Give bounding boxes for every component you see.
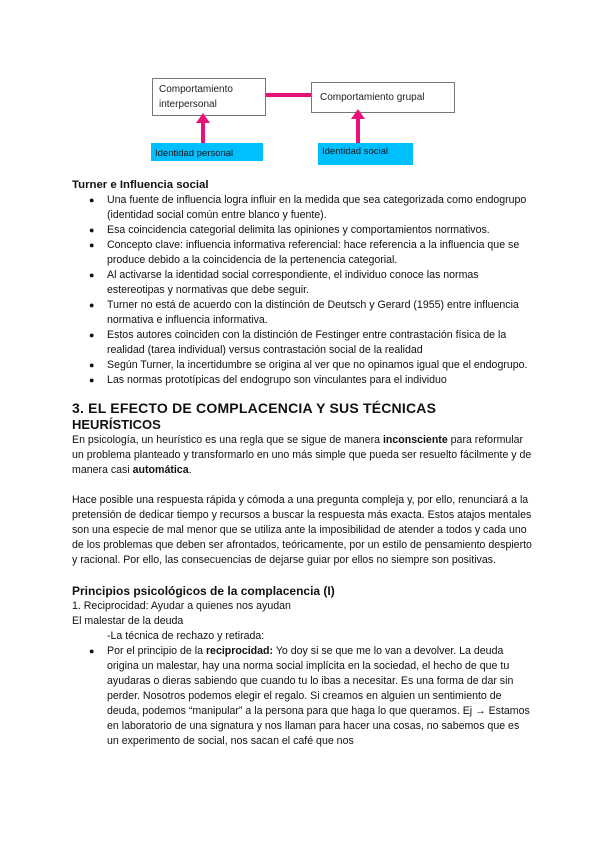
box-interpersonal [152, 78, 266, 116]
turner-heading: Turner e Influencia social [72, 179, 209, 191]
arrow-up-right [356, 118, 360, 145]
heuristics-paragraph-2: Hace posible una respuesta rápida y cómoda a una pregunta compleja y, por ello, renunciará a la pretensión de dedicar tiempo y recursos a buscar la respuesta más exacta. Estos atajos mentales son una especie de mal menor que se utiliza ante la imposibilidad de atender a todos y cada uno de los problemas que deben ser afrontados, teóricamente, por un estilo de pensamiento despierto y racional. Por ello, las consecuencias de dejarse guiar por ellos no siempre son positivas. [72, 494, 532, 566]
principles-line: -La técnica de rechazo y retirada: [107, 630, 265, 642]
text-run: En psicología, un heurístico es una regla que se sigue de manera [72, 434, 383, 446]
list-item [72, 644, 532, 749]
bold-term: automática [132, 464, 189, 476]
list-item: ● Turner no está de acuerdo con la distinción de Deutsch y Gerard (1955) entre influencia normativa e influencia informativa. [72, 298, 532, 328]
list-item: ● Una fuente de influencia logra influir en la medida que sea categorizada como endogrupo (identidad social común entre blanco y fuente). [72, 193, 532, 223]
arrow-up-left [201, 122, 205, 145]
connector-line [266, 93, 311, 97]
bold-term: inconsciente [382, 434, 448, 446]
principles-bullet-list [72, 644, 532, 749]
bold-term: reciprocidad: [205, 645, 274, 657]
list-item: ● Concepto clave: influencia informativa referencial: hace referencia a la influencia que se produce debido a la coincidencia de la pertenencia categorial. [72, 238, 532, 268]
list-item: ● Según Turner, la incertidumbre se origina al ver que no opinamos igual que el endogrupo. [72, 358, 532, 373]
influence-diagram [0, 0, 600, 175]
text-run: Yo doy si se que me lo van a devolver. La deuda origina un malestar, hay una norma social implícita en la sociedad, el hecho de que tu ayudaras o dieras sabiendo que cuando tu lo ibas a necesitar. Es una forma de dar sin perder. Nosotros podemos elegir el regalo. Si creamos en alguien un sentimiento de deuda, podemos “manipular” a la persona para que haga lo que queramos. Ej → Estamos en laboratorio de una signatura y nos llaman para hacer una cosas, no sabemos que es un experimento de social, nos sacan el café que nos [107, 645, 530, 747]
turner-bullet-list [72, 193, 532, 388]
label-identidad-personal: Identidad personal [151, 143, 263, 161]
list-item: ● Esa coincidencia categorial delimita las opiniones y comportamientos normativos. [72, 223, 532, 238]
principles-heading: Principios psicológicos de la complacencia (I) [72, 584, 335, 598]
principles-line: 1. Reciprocidad: Ayudar a quienes nos ayudan [72, 600, 291, 612]
box-interpersonal-line2: interpersonal [159, 99, 217, 110]
list-item: ● Estos autores coinciden con la distinción de Festinger entre contrastación física de la realidad (tarea individual) versus contrastación social de la realidad [72, 328, 532, 358]
list-item: ● Al activarse la identidad social correspondiente, el individuo conoce las normas estereotipas y normativas que debe seguir. [72, 268, 532, 298]
box-grupal: Comportamiento grupal [311, 82, 455, 113]
label-identidad-social: Identidad social [318, 143, 413, 165]
document-body [72, 172, 532, 749]
section-subtitle: HEURÍSTICOS [72, 417, 161, 432]
heuristics-paragraph [72, 433, 532, 478]
text-run: Por el principio de la [107, 645, 206, 657]
text-run: para reformular un problema planteado y transformarlo en uno más simple que pueda ser resuelto fácilmente y de manera casi [72, 434, 532, 476]
box-interpersonal-line1: Comportamiento [159, 84, 233, 95]
list-item: ● Las normas prototípicas del endogrupo son vinculantes para el individuo [72, 373, 532, 388]
principles-line: El malestar de la deuda [72, 615, 184, 627]
section-title: 3. EL EFECTO DE COMPLACENCIA Y SUS TÉCNICAS [72, 400, 437, 416]
text-run: . [188, 464, 192, 476]
